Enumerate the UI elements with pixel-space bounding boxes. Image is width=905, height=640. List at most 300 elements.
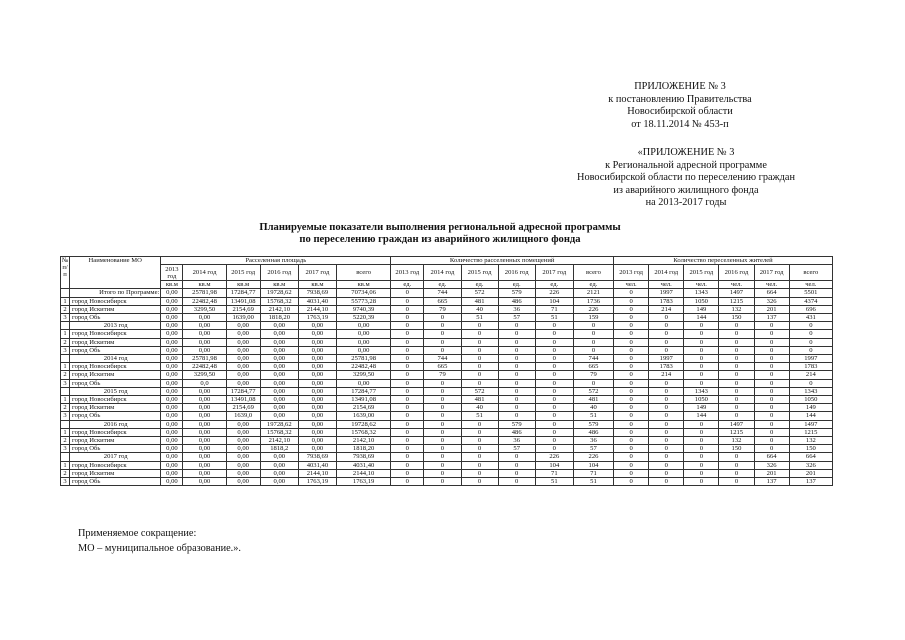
value-cell: 0 xyxy=(391,305,424,313)
value-cell: 0 xyxy=(614,314,649,322)
value-cell: 2142,10 xyxy=(337,437,391,445)
value-cell: 0 xyxy=(614,412,649,420)
value-cell: 2144,10 xyxy=(298,469,336,477)
value-cell: 150 xyxy=(789,445,832,453)
appendix-line: к постановлению Правительства xyxy=(608,93,752,105)
value-cell: 0,00 xyxy=(183,404,226,412)
value-cell: 0 xyxy=(391,322,424,330)
footnote xyxy=(78,526,241,556)
value-cell: 0 xyxy=(649,322,684,330)
value-cell: 57 xyxy=(498,445,535,453)
value-cell: 137 xyxy=(789,478,832,486)
value-cell: 0 xyxy=(614,363,649,371)
value-cell: 0 xyxy=(535,355,573,363)
row-name: город Искитим xyxy=(70,371,161,379)
value-cell: 0 xyxy=(719,355,754,363)
table-row xyxy=(61,289,833,297)
value-cell: 0 xyxy=(754,346,789,354)
value-cell: 0 xyxy=(498,322,535,330)
value-cell: 7938,69 xyxy=(298,453,336,461)
value-cell: 19728,62 xyxy=(337,420,391,428)
value-cell: 0 xyxy=(754,387,789,395)
value-cell: 57 xyxy=(498,314,535,322)
value-cell: 0 xyxy=(614,469,649,477)
value-cell: 0 xyxy=(754,371,789,379)
value-cell: 0 xyxy=(649,314,684,322)
value-cell: 0 xyxy=(754,404,789,412)
value-cell: 144 xyxy=(684,314,719,322)
program-appendix-line: Новосибирской области по переселению граждан xyxy=(577,172,795,184)
value-cell: 9740,39 xyxy=(337,305,391,313)
value-cell: 0,00 xyxy=(183,322,226,330)
value-cell: 0,00 xyxy=(183,330,226,338)
table-body xyxy=(61,289,833,486)
value-cell: 0 xyxy=(614,478,649,486)
value-cell: 51 xyxy=(535,314,573,322)
value-cell: 0 xyxy=(614,445,649,453)
decree-appendix-header xyxy=(560,81,800,131)
value-cell: 326 xyxy=(754,461,789,469)
value-cell: 1997 xyxy=(649,355,684,363)
value-cell: 0 xyxy=(649,428,684,436)
row-name: город Искитим xyxy=(70,469,161,477)
row-name: 2017 год xyxy=(70,453,161,461)
appendix-line: ПРИЛОЖЕНИЕ № 3 xyxy=(634,81,726,92)
value-cell: 7938,69 xyxy=(298,289,336,297)
value-cell: 326 xyxy=(789,461,832,469)
value-cell: 0,00 xyxy=(298,412,336,420)
value-cell: 0 xyxy=(614,387,649,395)
value-cell: 1497 xyxy=(789,420,832,428)
value-cell: 0 xyxy=(719,461,754,469)
value-cell: 17284,77 xyxy=(226,289,260,297)
value-cell: 0,00 xyxy=(298,387,336,395)
program-appendix-line: из аварийного жилищного фонда xyxy=(613,184,759,196)
value-cell: 0,00 xyxy=(183,314,226,322)
value-cell: 0,00 xyxy=(298,379,336,387)
value-cell: 0 xyxy=(614,297,649,305)
table-row xyxy=(61,305,833,313)
unit-cell: кв.м xyxy=(161,281,183,289)
value-cell: 0 xyxy=(535,445,573,453)
col-header-name: Наименование МО xyxy=(70,257,161,289)
value-cell: 150 xyxy=(719,445,754,453)
value-cell: 0,00 xyxy=(337,322,391,330)
value-cell: 0 xyxy=(614,338,649,346)
unit-cell: ед. xyxy=(535,281,573,289)
value-cell: 0 xyxy=(461,453,498,461)
value-cell: 0 xyxy=(391,379,424,387)
value-cell: 0,0 xyxy=(183,379,226,387)
row-number: 2 xyxy=(61,338,70,346)
value-cell: 481 xyxy=(461,297,498,305)
value-cell: 0,00 xyxy=(183,437,226,445)
value-cell: 214 xyxy=(789,371,832,379)
section-row xyxy=(61,355,833,363)
value-cell: 0 xyxy=(789,346,832,354)
value-cell: 0 xyxy=(649,469,684,477)
appendix-line: от 18.11.2014 № 453-п xyxy=(631,118,729,130)
value-cell: 149 xyxy=(789,404,832,412)
value-cell: 0,00 xyxy=(226,322,260,330)
value-cell: 0 xyxy=(573,338,613,346)
value-cell: 0 xyxy=(719,478,754,486)
col-header-people-total: всего xyxy=(789,265,832,281)
value-cell: 0,00 xyxy=(183,346,226,354)
value-cell: 0,00 xyxy=(226,379,260,387)
value-cell: 0 xyxy=(573,346,613,354)
value-cell: 0,00 xyxy=(161,396,183,404)
value-cell: 0,00 xyxy=(226,363,260,371)
value-cell: 0 xyxy=(391,420,424,428)
section-row xyxy=(61,453,833,461)
title-line-2: по переселению граждан из аварийного жилищного фонда xyxy=(299,234,581,246)
value-cell: 1215 xyxy=(719,428,754,436)
table-row xyxy=(61,363,833,371)
row-number xyxy=(61,289,70,297)
header-row-groups xyxy=(61,257,833,265)
value-cell: 0,00 xyxy=(260,469,298,477)
value-cell: 0 xyxy=(535,338,573,346)
value-cell: 664 xyxy=(789,453,832,461)
value-cell: 0 xyxy=(461,355,498,363)
value-cell: 0,00 xyxy=(183,420,226,428)
value-cell: 19728,62 xyxy=(260,289,298,297)
value-cell: 1818,20 xyxy=(260,314,298,322)
value-cell: 0,00 xyxy=(161,379,183,387)
value-cell: 0 xyxy=(391,396,424,404)
row-number: 3 xyxy=(61,314,70,322)
value-cell: 0 xyxy=(684,469,719,477)
value-cell: 0,00 xyxy=(337,338,391,346)
row-number: 2 xyxy=(61,404,70,412)
value-cell: 665 xyxy=(424,363,461,371)
value-cell: 0,00 xyxy=(260,412,298,420)
value-cell: 0,00 xyxy=(298,330,336,338)
table-row xyxy=(61,396,833,404)
row-name: город Новосибирск xyxy=(70,297,161,305)
value-cell: 71 xyxy=(535,469,573,477)
row-name: город Новосибирск xyxy=(70,428,161,436)
value-cell: 572 xyxy=(461,387,498,395)
value-cell: 17284,77 xyxy=(226,387,260,395)
value-cell: 0 xyxy=(719,412,754,420)
value-cell: 144 xyxy=(684,412,719,420)
value-cell: 55773,28 xyxy=(337,297,391,305)
row-number: 2 xyxy=(61,469,70,477)
value-cell: 0 xyxy=(649,453,684,461)
value-cell: 0,00 xyxy=(226,437,260,445)
value-cell: 0,00 xyxy=(226,371,260,379)
section-row xyxy=(61,322,833,330)
value-cell: 0,00 xyxy=(298,338,336,346)
value-cell: 486 xyxy=(498,297,535,305)
value-cell: 214 xyxy=(649,371,684,379)
value-cell: 486 xyxy=(573,428,613,436)
unit-cell: ед. xyxy=(391,281,424,289)
value-cell: 201 xyxy=(754,469,789,477)
value-cell: 0 xyxy=(614,453,649,461)
row-number: 1 xyxy=(61,461,70,469)
row-number: 1 xyxy=(61,396,70,404)
footnote-line-2: МО – муниципальное образование.». xyxy=(78,543,241,554)
value-cell: 0 xyxy=(754,330,789,338)
value-cell: 0 xyxy=(498,379,535,387)
value-cell: 0 xyxy=(461,461,498,469)
value-cell: 0,00 xyxy=(260,396,298,404)
value-cell: 0 xyxy=(684,363,719,371)
value-cell: 4031,40 xyxy=(337,461,391,469)
unit-cell: чел. xyxy=(649,281,684,289)
value-cell: 572 xyxy=(573,387,613,395)
value-cell: 0 xyxy=(614,322,649,330)
value-cell: 0 xyxy=(498,371,535,379)
group-header-area: Расселенная площадь xyxy=(161,257,391,265)
row-name: 2015 год xyxy=(70,387,161,395)
value-cell: 149 xyxy=(684,404,719,412)
unit-cell: чел. xyxy=(684,281,719,289)
row-name: город Искитим xyxy=(70,437,161,445)
row-number: 3 xyxy=(61,412,70,420)
col-header-count-year: 2014 год xyxy=(424,265,461,281)
value-cell: 0,00 xyxy=(298,445,336,453)
row-name: город Новосибирск xyxy=(70,396,161,404)
value-cell: 0 xyxy=(391,355,424,363)
value-cell: 0 xyxy=(424,314,461,322)
value-cell: 5220,39 xyxy=(337,314,391,322)
value-cell: 0 xyxy=(461,445,498,453)
value-cell: 1215 xyxy=(719,297,754,305)
row-number: 1 xyxy=(61,428,70,436)
value-cell: 1497 xyxy=(719,289,754,297)
row-number: 2 xyxy=(61,437,70,445)
value-cell: 0,00 xyxy=(226,445,260,453)
value-cell: 0,00 xyxy=(161,289,183,297)
value-cell: 0 xyxy=(461,420,498,428)
value-cell: 0,00 xyxy=(161,355,183,363)
value-cell: 0,00 xyxy=(298,371,336,379)
value-cell: 0 xyxy=(719,371,754,379)
value-cell: 0 xyxy=(684,453,719,461)
unit-cell: чел. xyxy=(754,281,789,289)
value-cell: 0 xyxy=(684,437,719,445)
value-cell: 0,00 xyxy=(260,461,298,469)
value-cell: 0,00 xyxy=(260,346,298,354)
value-cell: 2144,10 xyxy=(298,305,336,313)
table-row xyxy=(61,437,833,445)
value-cell: 0 xyxy=(391,469,424,477)
col-header-area-year: 2013 год xyxy=(161,265,183,281)
value-cell: 0,00 xyxy=(298,437,336,445)
value-cell: 0 xyxy=(719,396,754,404)
value-cell: 144 xyxy=(789,412,832,420)
row-name: город Обь xyxy=(70,314,161,322)
value-cell: 0 xyxy=(391,330,424,338)
value-cell: 572 xyxy=(461,289,498,297)
table-row xyxy=(61,314,833,322)
value-cell: 0 xyxy=(614,346,649,354)
value-cell: 664 xyxy=(754,289,789,297)
value-cell: 0 xyxy=(684,346,719,354)
value-cell: 0 xyxy=(719,346,754,354)
value-cell: 104 xyxy=(535,461,573,469)
value-cell: 0 xyxy=(573,330,613,338)
table-row xyxy=(61,412,833,420)
value-cell: 0 xyxy=(649,338,684,346)
value-cell: 0 xyxy=(649,461,684,469)
value-cell: 0 xyxy=(614,355,649,363)
table-row xyxy=(61,428,833,436)
value-cell: 0 xyxy=(789,379,832,387)
value-cell: 0 xyxy=(754,338,789,346)
value-cell: 15768,32 xyxy=(337,428,391,436)
value-cell: 0 xyxy=(535,330,573,338)
unit-cell: чел. xyxy=(719,281,754,289)
value-cell: 0 xyxy=(684,355,719,363)
value-cell: 0 xyxy=(684,330,719,338)
value-cell: 15768,32 xyxy=(260,428,298,436)
table-row xyxy=(61,338,833,346)
value-cell: 137 xyxy=(754,478,789,486)
value-cell: 0 xyxy=(461,478,498,486)
value-cell: 0,00 xyxy=(260,387,298,395)
footnote-line-1: Применяемое сокращение: xyxy=(78,528,197,539)
value-cell: 0 xyxy=(535,437,573,445)
value-cell: 15768,32 xyxy=(260,297,298,305)
row-number xyxy=(61,322,70,330)
header-row-units xyxy=(61,281,833,289)
value-cell: 0,00 xyxy=(260,322,298,330)
table-row xyxy=(61,404,833,412)
value-cell: 0 xyxy=(461,379,498,387)
value-cell: 51 xyxy=(573,412,613,420)
value-cell: 5501 xyxy=(789,289,832,297)
value-cell: 201 xyxy=(754,305,789,313)
value-cell: 0 xyxy=(684,461,719,469)
row-name: город Обь xyxy=(70,412,161,420)
value-cell: 25781,98 xyxy=(183,289,226,297)
row-number: 2 xyxy=(61,305,70,313)
unit-cell: чел. xyxy=(614,281,649,289)
value-cell: 79 xyxy=(424,305,461,313)
value-cell: 0 xyxy=(461,437,498,445)
section-row xyxy=(61,387,833,395)
value-cell: 0 xyxy=(649,330,684,338)
value-cell: 159 xyxy=(573,314,613,322)
value-cell: 1050 xyxy=(789,396,832,404)
value-cell: 0,00 xyxy=(183,469,226,477)
value-cell: 0 xyxy=(424,412,461,420)
row-number xyxy=(61,453,70,461)
value-cell: 0 xyxy=(535,371,573,379)
value-cell: 0 xyxy=(719,469,754,477)
col-header-people-year: 2014 год xyxy=(649,265,684,281)
col-header-people-year: 2016 год xyxy=(719,265,754,281)
program-appendix-line: к Региональной адресной программе xyxy=(605,159,767,171)
value-cell: 51 xyxy=(573,478,613,486)
col-header-people-year: 2013 год xyxy=(614,265,649,281)
value-cell: 0 xyxy=(719,330,754,338)
value-cell: 0 xyxy=(391,453,424,461)
value-cell: 0,00 xyxy=(226,338,260,346)
value-cell: 0 xyxy=(719,322,754,330)
value-cell: 481 xyxy=(573,396,613,404)
value-cell: 0,00 xyxy=(183,338,226,346)
col-header-area-total: всего xyxy=(337,265,391,281)
row-name: город Обь xyxy=(70,478,161,486)
value-cell: 0 xyxy=(684,322,719,330)
value-cell: 1763,19 xyxy=(298,314,336,322)
value-cell: 0,00 xyxy=(260,478,298,486)
value-cell: 1783 xyxy=(649,363,684,371)
value-cell: 0 xyxy=(535,404,573,412)
value-cell: 0,00 xyxy=(183,445,226,453)
value-cell: 226 xyxy=(535,453,573,461)
value-cell: 0 xyxy=(719,363,754,371)
value-cell: 132 xyxy=(789,437,832,445)
value-cell: 0,00 xyxy=(226,420,260,428)
value-cell: 132 xyxy=(719,305,754,313)
value-cell: 0 xyxy=(614,404,649,412)
row-number: 1 xyxy=(61,297,70,305)
value-cell: 0,00 xyxy=(226,330,260,338)
row-name: город Новосибирск xyxy=(70,461,161,469)
value-cell: 665 xyxy=(573,363,613,371)
value-cell: 1818,2 xyxy=(260,445,298,453)
value-cell: 0,00 xyxy=(337,330,391,338)
value-cell: 0 xyxy=(461,428,498,436)
value-cell: 0 xyxy=(498,355,535,363)
value-cell: 0 xyxy=(391,445,424,453)
value-cell: 0 xyxy=(461,371,498,379)
unit-cell: ед. xyxy=(461,281,498,289)
value-cell: 71 xyxy=(535,305,573,313)
value-cell: 0 xyxy=(789,330,832,338)
value-cell: 0 xyxy=(754,396,789,404)
value-cell: 0 xyxy=(498,346,535,354)
value-cell: 0 xyxy=(614,396,649,404)
value-cell: 4374 xyxy=(789,297,832,305)
table-row xyxy=(61,330,833,338)
value-cell: 0 xyxy=(461,322,498,330)
value-cell: 0,00 xyxy=(260,363,298,371)
value-cell: 0,00 xyxy=(298,363,336,371)
value-cell: 0 xyxy=(614,437,649,445)
program-appendix-line: «ПРИЛОЖЕНИЕ № 3 xyxy=(637,147,735,158)
value-cell: 486 xyxy=(498,428,535,436)
row-name: город Обь xyxy=(70,379,161,387)
value-cell: 4031,40 xyxy=(298,461,336,469)
value-cell: 0,00 xyxy=(298,428,336,436)
value-cell: 0 xyxy=(424,437,461,445)
value-cell: 0 xyxy=(649,437,684,445)
program-appendix-header xyxy=(540,147,832,210)
value-cell: 0 xyxy=(391,338,424,346)
value-cell: 0,00 xyxy=(161,346,183,354)
value-cell: 0,00 xyxy=(183,478,226,486)
value-cell: 0 xyxy=(424,396,461,404)
value-cell: 0 xyxy=(424,469,461,477)
value-cell: 51 xyxy=(461,412,498,420)
value-cell: 0,00 xyxy=(260,371,298,379)
value-cell: 40 xyxy=(461,305,498,313)
value-cell: 0,00 xyxy=(298,396,336,404)
value-cell: 226 xyxy=(573,305,613,313)
value-cell: 0 xyxy=(391,478,424,486)
value-cell: 0 xyxy=(573,379,613,387)
value-cell: 22482,48 xyxy=(183,363,226,371)
value-cell: 0,00 xyxy=(183,412,226,420)
